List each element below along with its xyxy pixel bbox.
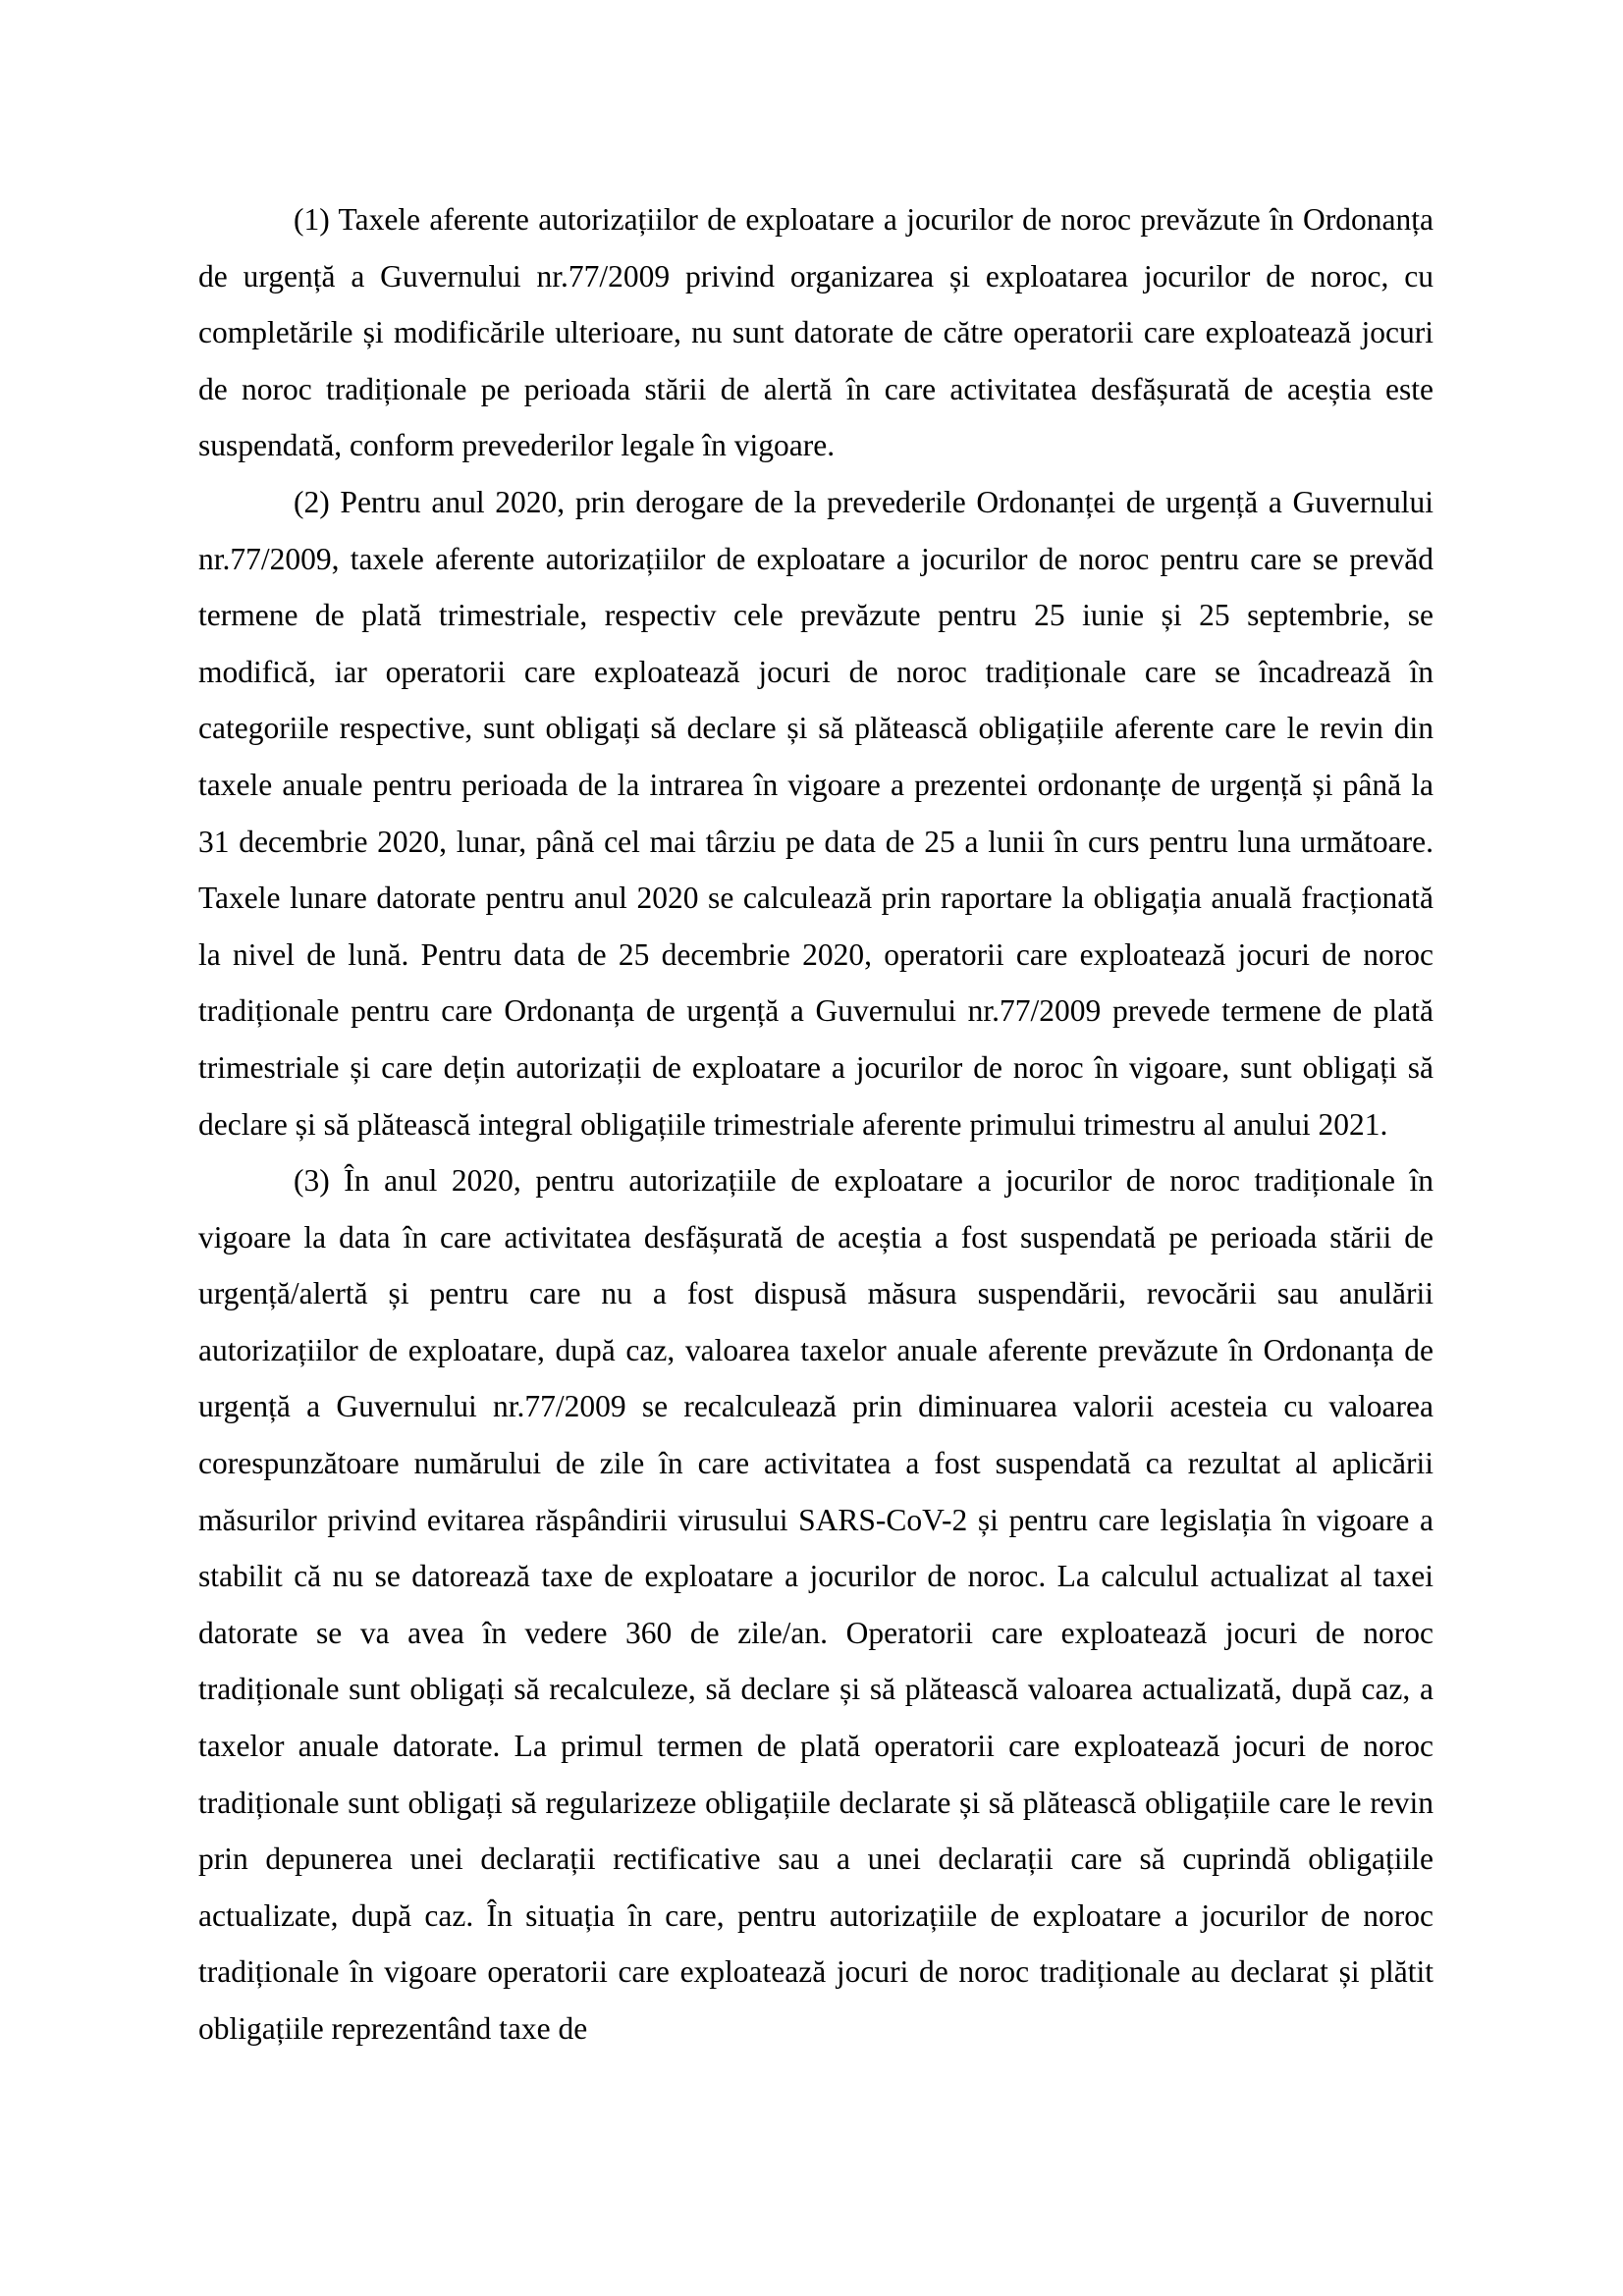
paragraph-2: (2) Pentru anul 2020, prin derogare de la prevederile Ordonanței de urgență a Guvernului nr.77/2009, taxele aferente autorizațiilor de exploatare a jocurilor de noroc pentru care se prevăd termene de plată trimestriale, respectiv cele prevăzute pentru 25 iunie și 25 septembrie, se modifică, iar operatorii care exploatează jocuri de noroc tradiționale care se încadrează în categoriile respective, sunt obligați să declare și să plătească obligațiile aferente care le revin din taxele anuale pentru perioada de la intrarea în vigoare a prezentei ordonanțe de urgență și până la 31 decembrie 2020, lunar, până cel mai târziu pe data de 25 a lunii în curs pentru luna următoare. Taxele lunare datorate pentru anul 2020 se calculează prin raportare la obligația anuală fracționată la nivel de lună. Pentru data de 25 decembrie 2020, operatorii care exploatează jocuri de noroc tradiționale pentru care Ordonanța de urgență a Guvernului nr.77/2009 prevede termene de plată trimestriale și care dețin autorizații de exploatare a jocurilor de noroc în vigoare, sunt obligați să declare și să plătească integral obligațiile trimestriale aferente primului trimestru al anului 2021. <box>198 484 1434 1142</box>
document-body <box>198 191 1434 2057</box>
paragraph-1: (1) Taxele aferente autorizațiilor de exploatare a jocurilor de noroc prevăzute în Ordonanța de urgență a Guvernului nr.77/2009 privind organizarea și exploatarea jocurilor de noroc, cu completările și modificările ulterioare, nu sunt datorate de către operatorii care exploatează jocuri de noroc tradiționale pe perioada stării de alertă în care activitatea desfășurată de aceștia este suspendată, conform prevederilor legale în vigoare. <box>198 202 1434 463</box>
paragraph-3: (3) În anul 2020, pentru autorizațiile de exploatare a jocurilor de noroc tradiționale în vigoare la data în care activitatea desfășurată de aceștia a fost suspendată pe perioada stării de urgență/alertă și pentru care nu a fost dispusă măsura suspendării, revocării sau anulării autorizațiilor de exploatare, după caz, valoarea taxelor anuale aferente prevăzute în Ordonanța de urgență a Guvernului nr.77/2009 se recalculează prin diminuarea valorii acesteia cu valoarea corespunzătoare numărului de zile în care activitatea a fost suspendată ca rezultat al aplicării măsurilor privind evitarea răspândirii virusului SARS-CoV-2 și pentru care legislația în vigoare a stabilit că nu se datorează taxe de exploatare a jocurilor de noroc. La calculul actualizat al taxei datorate se va avea în vedere 360 de zile/an. Operatorii care exploatează jocuri de noroc tradiționale sunt obligați să recalculeze, să declare și să plătească valoarea actualizată, după caz, a taxelor anuale datorate. La primul termen de plată operatorii care exploatează jocuri de noroc tradiționale sunt obligați să regularizeze obligațiile declarate și să plătească obligațiile care le revin prin depunerea unei declarații rectificative sau a unei declarații care să cuprindă obligațiile actualizate, după caz. În situația în care, pentru autorizațiile de exploatare a jocurilor de noroc tradiționale în vigoare operatorii care exploatează jocuri de noroc tradiționale au declarat și plătit obligațiile reprezentând taxe de <box>198 1163 1434 2046</box>
